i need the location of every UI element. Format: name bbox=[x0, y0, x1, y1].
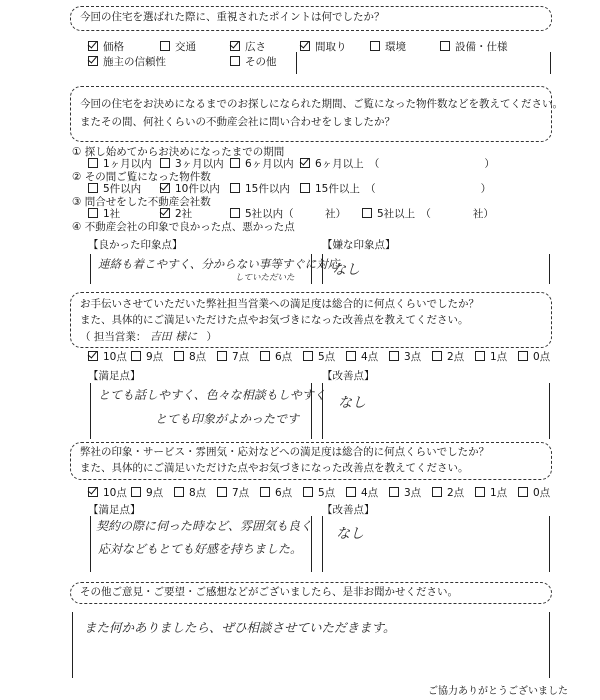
checkbox[interactable] bbox=[88, 351, 98, 361]
option-label: 交通 bbox=[175, 41, 196, 53]
company-good-label: 【満足点】 bbox=[88, 504, 141, 516]
option-label: 環境 bbox=[385, 41, 406, 53]
q3_options-option[interactable] bbox=[160, 207, 192, 221]
option-label: 1社 bbox=[103, 208, 121, 220]
priority-option[interactable] bbox=[88, 55, 166, 69]
checkbox[interactable] bbox=[300, 183, 310, 193]
score-option[interactable] bbox=[174, 350, 206, 364]
option-label: 0点 bbox=[533, 487, 551, 499]
period-question: ① 探し始めてからお決めになったまでの期間 bbox=[72, 146, 285, 158]
score-option[interactable] bbox=[475, 486, 507, 500]
option-label: 8点 bbox=[189, 487, 207, 499]
company-good-text-1: 契約の際に伺った時など、雰囲気も良く bbox=[96, 519, 313, 533]
staff-label-close: ） bbox=[206, 331, 218, 343]
priority-option[interactable] bbox=[88, 40, 124, 54]
checkbox[interactable] bbox=[230, 208, 240, 218]
option-label: 広さ bbox=[245, 41, 266, 53]
good-impression-text-1: 連絡も着こやすく、分からない事等すぐに対応 bbox=[98, 257, 340, 271]
checkbox[interactable] bbox=[217, 351, 227, 361]
checkbox[interactable] bbox=[440, 41, 450, 51]
checkbox[interactable] bbox=[230, 41, 240, 51]
checkbox[interactable] bbox=[88, 183, 98, 193]
score-option[interactable] bbox=[217, 486, 249, 500]
option-label: 10点 bbox=[103, 351, 127, 363]
checkbox[interactable] bbox=[518, 487, 528, 497]
checkbox[interactable] bbox=[260, 487, 270, 497]
score-option[interactable] bbox=[260, 350, 292, 364]
option-label: 10件以内 bbox=[175, 183, 220, 195]
option-label: 3点 bbox=[404, 351, 422, 363]
bad-impression-text: なし bbox=[332, 262, 360, 278]
checkbox[interactable] bbox=[160, 41, 170, 51]
checkbox[interactable] bbox=[88, 41, 98, 51]
option-label: 9点 bbox=[146, 487, 164, 499]
checkbox[interactable] bbox=[346, 351, 356, 361]
option-label: 1点 bbox=[490, 351, 508, 363]
checkbox[interactable] bbox=[370, 41, 380, 51]
staff-bad-text: なし bbox=[338, 395, 366, 411]
score-option[interactable] bbox=[303, 350, 335, 364]
priority-option[interactable] bbox=[230, 40, 266, 54]
option-label: 6点 bbox=[275, 487, 293, 499]
option-label: 3点 bbox=[404, 487, 422, 499]
score-option[interactable] bbox=[88, 486, 127, 500]
q3_options-option[interactable] bbox=[88, 207, 120, 221]
staff-bad-label: 【改善点】 bbox=[322, 370, 375, 382]
score-option[interactable] bbox=[346, 350, 378, 364]
checkbox[interactable] bbox=[362, 208, 372, 218]
option-label: 5件以内 bbox=[103, 183, 142, 195]
q2_options-option[interactable] bbox=[88, 182, 141, 196]
option-label: 4点 bbox=[361, 487, 379, 499]
checkbox[interactable] bbox=[389, 487, 399, 497]
checkbox[interactable] bbox=[160, 158, 170, 168]
score-option[interactable] bbox=[303, 486, 335, 500]
company-bad-text: なし bbox=[336, 526, 364, 542]
checkbox[interactable] bbox=[230, 158, 240, 168]
option-label: 0点 bbox=[533, 351, 551, 363]
option-label: 6ヶ月以上 （ ） bbox=[315, 158, 495, 170]
q1_options-option[interactable] bbox=[300, 157, 495, 171]
section-3-question-line1: お手伝いさせていただいた弊社担当営業への満足度は総合的に何点くらいでしたか？ bbox=[80, 298, 479, 310]
option-label: 5点 bbox=[318, 487, 336, 499]
checkbox[interactable] bbox=[260, 351, 270, 361]
q1_options-option[interactable] bbox=[160, 157, 224, 171]
section-1-question: 今回の住宅を選ばれた際に、重視されたポイントは何でしたか？ bbox=[80, 11, 385, 23]
checkbox[interactable] bbox=[174, 351, 184, 361]
bad-impression-label: 【嫌な印象点】 bbox=[322, 239, 396, 251]
staff-name: 吉田 様に bbox=[149, 330, 198, 343]
checkbox[interactable] bbox=[160, 208, 170, 218]
option-label: 2点 bbox=[447, 351, 465, 363]
checkbox[interactable] bbox=[389, 351, 399, 361]
score-option[interactable] bbox=[518, 486, 550, 500]
q2_options-option[interactable] bbox=[300, 182, 491, 196]
score-option[interactable] bbox=[432, 350, 464, 364]
comments-text: また何かありましたら、ぜひ相談させていただきます。 bbox=[84, 620, 396, 635]
q1_options-option[interactable] bbox=[88, 157, 152, 171]
q3_options-option[interactable] bbox=[362, 207, 494, 221]
section-4-question-line1: 弊社の印象・サービス・雰囲気・応対などへの満足度は総合的に何点くらいでしたか？ bbox=[80, 446, 490, 458]
score-option[interactable] bbox=[389, 350, 421, 364]
option-label: その他 bbox=[245, 56, 277, 68]
good-impression-text-2: していただいた bbox=[235, 273, 295, 283]
checkbox[interactable] bbox=[518, 351, 528, 361]
option-label: 3ヶ月以内 bbox=[175, 158, 224, 170]
checkbox[interactable] bbox=[432, 351, 442, 361]
section-1-other-field[interactable] bbox=[296, 52, 551, 74]
checkbox[interactable] bbox=[303, 351, 313, 361]
option-label: 1点 bbox=[490, 487, 508, 499]
q3_options-option[interactable] bbox=[230, 207, 346, 221]
score-option[interactable] bbox=[131, 350, 163, 364]
section-2-question-line2: またその間、何社くらいの不動産会社に問い合わせをしましたか？ bbox=[80, 116, 395, 128]
checkbox[interactable] bbox=[131, 487, 141, 497]
q2_options-option[interactable] bbox=[230, 182, 290, 196]
option-label: 2点 bbox=[447, 487, 465, 499]
staff-good-text-2: とても印象がよかったです bbox=[155, 412, 300, 426]
checkbox[interactable] bbox=[131, 351, 141, 361]
checkbox[interactable] bbox=[88, 487, 98, 497]
checkbox[interactable] bbox=[88, 56, 98, 66]
option-label: 15件以上 （ ） bbox=[315, 183, 492, 195]
score-option[interactable] bbox=[475, 350, 507, 364]
checkbox[interactable] bbox=[88, 158, 98, 168]
option-label: 6点 bbox=[275, 351, 293, 363]
score-option[interactable] bbox=[389, 486, 421, 500]
option-label: 1ヶ月以内 bbox=[103, 158, 152, 170]
option-label: 5社以上 （ 社） bbox=[377, 208, 494, 220]
section-5-question: その他ご意見・ご要望・ご感想などがございましたら、是非お聞かせください。 bbox=[80, 586, 458, 598]
option-label: 6ヶ月以内 bbox=[245, 158, 294, 170]
staff-good-text-1: とても話しやすく、色々な相談もしやすく bbox=[98, 388, 326, 402]
checkbox[interactable] bbox=[432, 487, 442, 497]
staff-label-text: （ 担当営業： bbox=[80, 331, 147, 343]
section-2-question-line1: 今回の住宅をお決めになるまでのお探しになられた期間、ご覧になった物件数などを教えてください。 bbox=[80, 98, 563, 110]
checkbox[interactable] bbox=[346, 487, 356, 497]
good-impression-label: 【良かった印象点】 bbox=[88, 239, 183, 251]
option-label: 価格 bbox=[103, 41, 124, 53]
score-option[interactable] bbox=[174, 486, 206, 500]
option-label: 4点 bbox=[361, 351, 379, 363]
property-count-question: ② その間ご覧になった物件数 bbox=[72, 171, 211, 183]
q1_options-option[interactable] bbox=[230, 157, 294, 171]
score-option[interactable] bbox=[518, 350, 550, 364]
score-option[interactable] bbox=[346, 486, 378, 500]
company-count-question: ③ 問合せをした不動産会社数 bbox=[72, 196, 211, 208]
option-label: 8点 bbox=[189, 351, 207, 363]
checkbox[interactable] bbox=[300, 41, 310, 51]
score-option[interactable] bbox=[217, 350, 249, 364]
checkbox[interactable] bbox=[174, 487, 184, 497]
option-label: 7点 bbox=[232, 351, 250, 363]
score-option[interactable] bbox=[88, 350, 127, 364]
option-label: 施主の信頼性 bbox=[103, 56, 166, 68]
checkbox[interactable] bbox=[230, 183, 240, 193]
option-label: 7点 bbox=[232, 487, 250, 499]
score-option[interactable] bbox=[131, 486, 163, 500]
section-3-question-line2: また、具体的にご満足いただけた点やお気づきになった改善点を教えてください。 bbox=[80, 314, 469, 326]
priority-option[interactable] bbox=[230, 55, 277, 69]
option-label: 10点 bbox=[103, 487, 127, 499]
staff-label bbox=[80, 329, 217, 345]
q2_options-option[interactable] bbox=[160, 182, 220, 196]
priority-option[interactable] bbox=[160, 40, 196, 54]
option-label: 設備・仕様 bbox=[455, 41, 508, 53]
score-option[interactable] bbox=[260, 486, 292, 500]
checkbox[interactable] bbox=[475, 351, 485, 361]
score-option[interactable] bbox=[432, 486, 464, 500]
footer-thanks: ご協力ありがとうございました bbox=[428, 686, 568, 697]
option-label: 5点 bbox=[318, 351, 336, 363]
staff-good-label: 【満足点】 bbox=[88, 370, 141, 382]
company-bad-label: 【改善点】 bbox=[322, 504, 375, 516]
checkbox[interactable] bbox=[160, 183, 170, 193]
checkbox[interactable] bbox=[217, 487, 227, 497]
option-label: 15件以内 bbox=[245, 183, 290, 195]
checkbox[interactable] bbox=[88, 208, 98, 218]
option-label: 5社以内（ 社） bbox=[245, 208, 347, 220]
checkbox[interactable] bbox=[230, 56, 240, 66]
section-2-question-box bbox=[70, 86, 552, 142]
option-label: 9点 bbox=[146, 351, 164, 363]
checkbox[interactable] bbox=[303, 487, 313, 497]
checkbox[interactable] bbox=[475, 487, 485, 497]
impression-question: ④ 不動産会社の印象で良かった点、悪かった点 bbox=[72, 221, 295, 233]
option-label: 2社 bbox=[175, 208, 193, 220]
section-4-question-line2: また、具体的にご満足いただけた点やお気づきになった改善点を教えてください。 bbox=[80, 462, 469, 474]
checkbox[interactable] bbox=[300, 158, 310, 168]
option-label: 間取り bbox=[315, 41, 347, 53]
company-good-text-2: 応対などもとても好感を持ちました。 bbox=[98, 542, 303, 556]
